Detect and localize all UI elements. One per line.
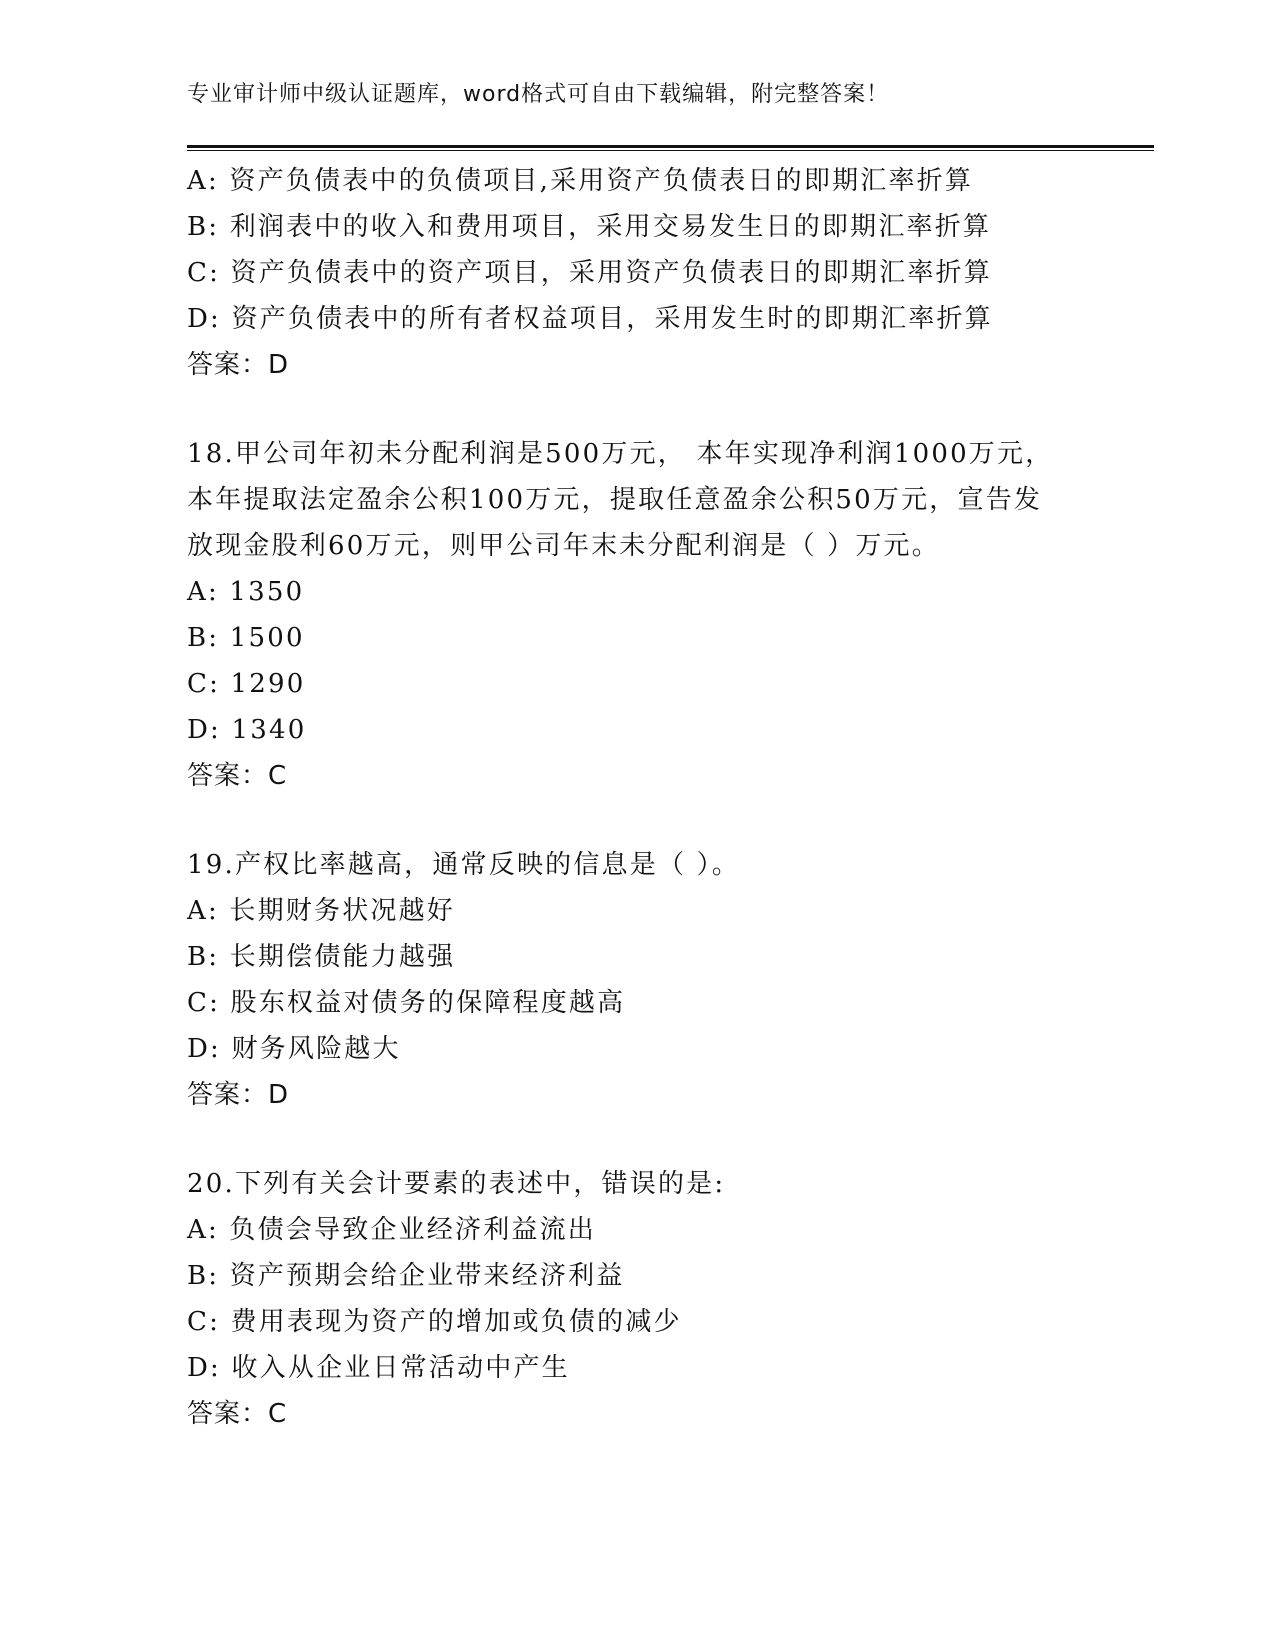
question-19 [187,842,1087,1118]
question-17 [187,158,1087,388]
answer: 答案：C [187,1399,288,1429]
option-d: D: 1340 [187,715,307,745]
question-stem: 放现金股利60万元，则甲公司年末未分配利润是（ ）万元。 [187,531,940,561]
option-d: D: 收入从企业日常活动中产生 [187,1353,570,1383]
option-b: B: 长期偿债能力越强 [187,942,456,972]
answer: 答案：D [187,350,290,380]
header-divider-thick [187,145,1154,148]
header-divider-thin [187,150,1154,151]
option-c: C: 1290 [187,669,306,699]
option-b: B: 利润表中的收入和费用项目，采用交易发生日的即期汇率折算 [187,212,992,242]
option-a: A: 资产负债表中的负债项目,采用资产负债表日的即期汇率折算 [187,166,974,196]
option-c: C: 股东权益对债务的保障程度越高 [187,988,626,1018]
question-20 [187,1161,1087,1437]
option-b: B: 1500 [187,623,305,653]
question-stem: 本年提取法定盈余公积100万元，提取任意盈余公积50万元，宣告发 [187,485,1043,515]
option-a: A: 负债会导致企业经济利益流出 [187,1215,597,1245]
option-c: C: 费用表现为资产的增加或负债的减少 [187,1307,682,1337]
question-list [187,158,1087,1437]
option-b: B: 资产预期会给企业带来经济利益 [187,1261,625,1291]
option-a: A: 1350 [187,577,305,607]
answer: 答案：C [187,761,288,791]
option-d: D: 资产负债表中的所有者权益项目，采用发生时的即期汇率折算 [187,304,993,334]
question-stem: 20.下列有关会计要素的表述中，错误的是: [187,1169,726,1199]
option-d: D: 财务风险越大 [187,1034,401,1064]
question-stem: 18.甲公司年初未分配利润是500万元， 本年实现净利润1000万元， [187,439,1054,469]
option-a: A: 长期财务状况越好 [187,896,456,926]
option-c: C: 资产负债表中的资产项目，采用资产负债表日的即期汇率折算 [187,258,992,288]
answer: 答案：D [187,1080,290,1110]
question-stem: 19.产权比率越高，通常反映的信息是（ ）。 [187,850,741,880]
question-18 [187,431,1087,799]
page-header: 专业审计师中级认证题库，word格式可自由下载编辑，附完整答案！ [187,82,890,107]
